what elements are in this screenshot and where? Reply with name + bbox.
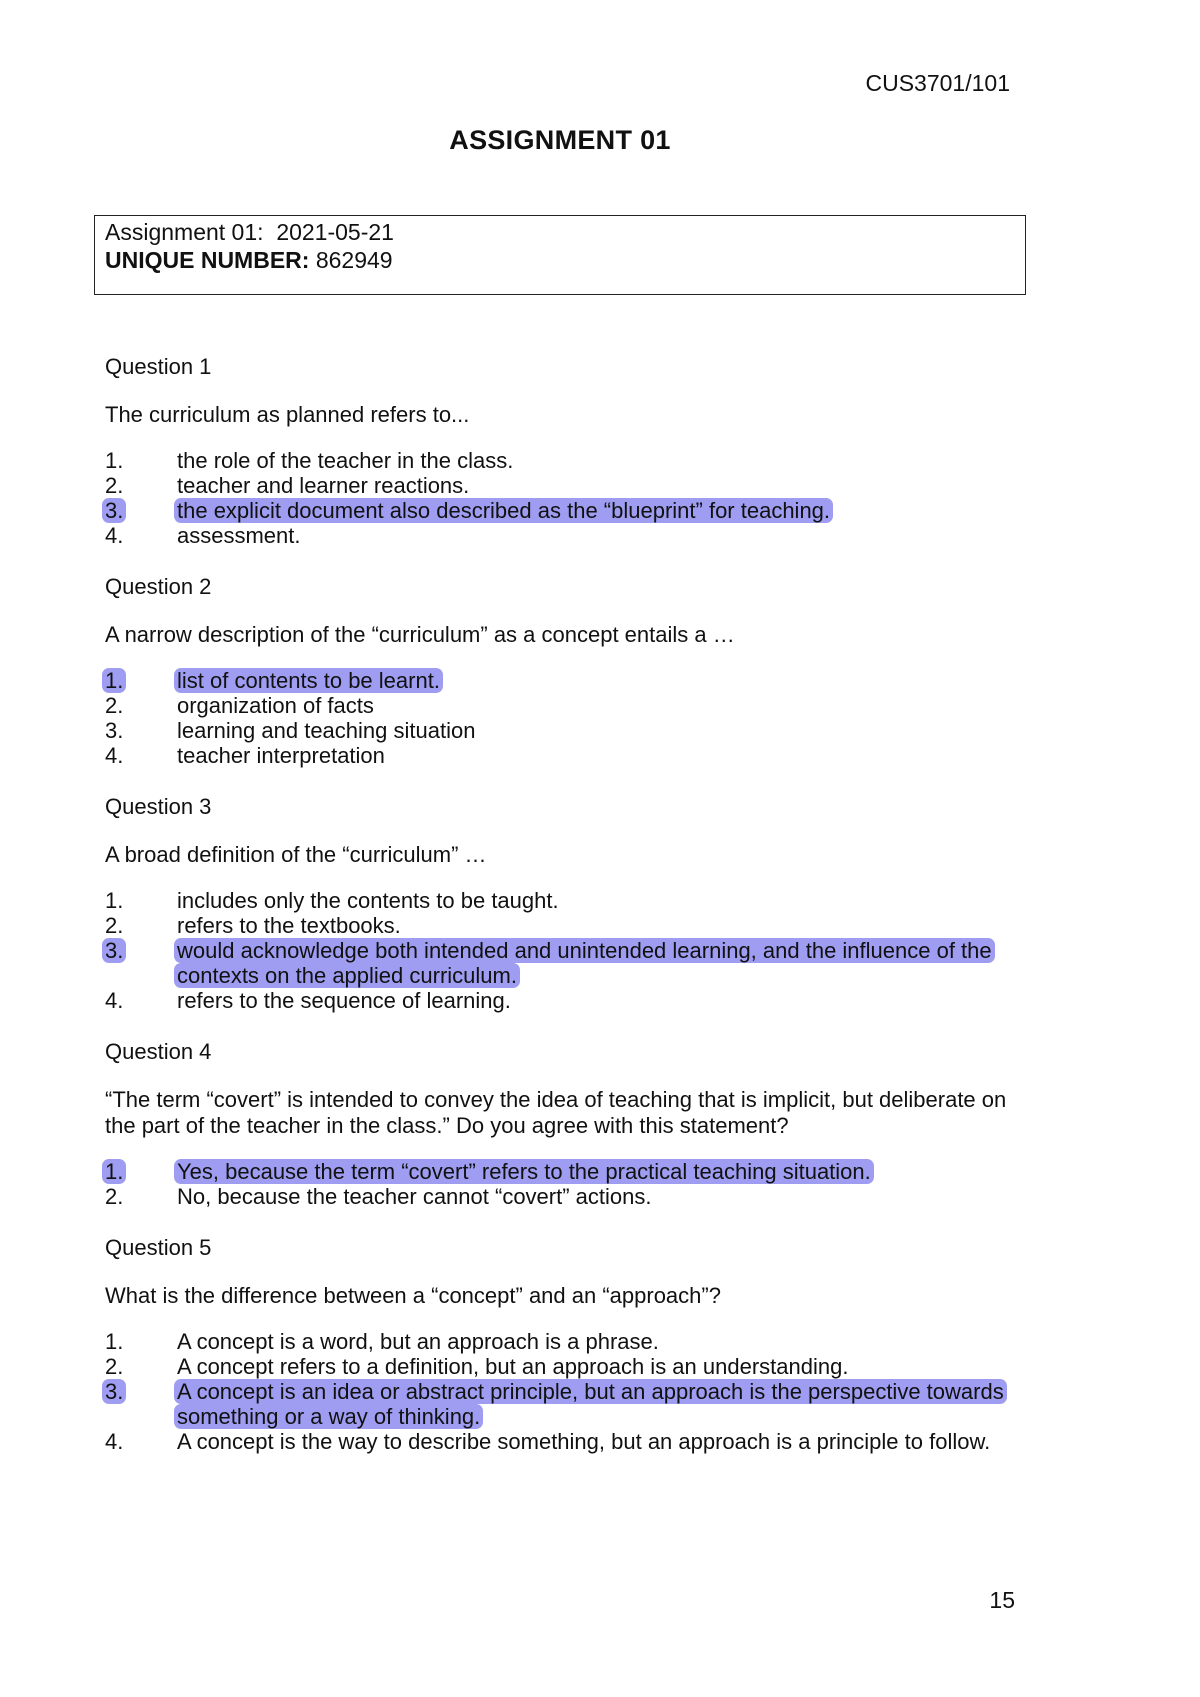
course-code: CUS3701/101 <box>865 70 1010 96</box>
question-5 <box>105 1233 1025 1454</box>
unique-number-label: UNIQUE NUMBER: <box>105 247 310 273</box>
question-1 <box>105 352 1025 548</box>
unique-number-line <box>105 246 1015 274</box>
option-item <box>105 1354 1025 1379</box>
option-item <box>105 718 1025 743</box>
question-2 <box>105 572 1025 768</box>
options-list <box>105 1329 1025 1454</box>
option-item <box>105 888 1025 913</box>
option-number: 4. <box>105 1429 124 1454</box>
option-item <box>105 1429 1025 1454</box>
question-heading: Question 3 <box>105 794 212 819</box>
options-list <box>105 668 1025 768</box>
option-number: 3. <box>102 938 126 963</box>
option-text: A concept is a word, but an approach is a phrase. <box>177 1329 659 1354</box>
question-stem: What is the difference between a “concept” and an “approach”? <box>105 1283 721 1308</box>
options-list <box>105 1159 1025 1209</box>
options-list <box>105 888 1025 1013</box>
option-number: 4. <box>105 523 124 548</box>
questions-section <box>105 352 1025 1478</box>
option-number: 1. <box>102 1159 126 1184</box>
option-text-highlighted: list of contents to be learnt. <box>174 668 443 693</box>
option-item-highlighted <box>105 1159 1025 1184</box>
option-item <box>105 913 1025 938</box>
option-number: 2. <box>105 693 124 718</box>
assignment-info-box <box>94 215 1026 295</box>
question-stem: “The term “covert” is intended to convey the idea of teaching that is implicit, but deliberate on the part of the teacher in the class.” Do you agree with this statement? <box>105 1087 1007 1138</box>
question-heading: Question 4 <box>105 1039 212 1064</box>
option-item-highlighted <box>105 498 1025 523</box>
assignment-label: Assignment 01: <box>105 219 264 245</box>
option-number: 3. <box>105 718 124 743</box>
options-list <box>105 448 1025 548</box>
option-item-highlighted <box>105 668 1025 693</box>
option-number: 4. <box>105 743 124 768</box>
option-number: 3. <box>102 498 126 523</box>
option-number: 4. <box>105 988 124 1013</box>
option-text: refers to the textbooks. <box>177 913 401 938</box>
option-item <box>105 743 1025 768</box>
question-3 <box>105 792 1025 1013</box>
question-stem: A broad definition of the “curriculum” … <box>105 842 487 867</box>
option-number: 2. <box>105 913 124 938</box>
option-text: organization of facts <box>177 693 374 718</box>
option-text: A concept refers to a definition, but an approach is an understanding. <box>177 1354 849 1379</box>
option-text: A concept is the way to describe something, but an approach is a principle to follow. <box>177 1429 991 1454</box>
option-item <box>105 448 1025 473</box>
option-number: 2. <box>105 473 124 498</box>
option-item-highlighted <box>105 1379 1025 1429</box>
option-number: 3. <box>102 1379 126 1404</box>
option-item <box>105 1329 1025 1354</box>
option-number: 1. <box>102 668 126 693</box>
question-4 <box>105 1037 1025 1209</box>
option-text-highlighted: A concept is an idea or abstract principle, but an approach is the perspective towards something or a way of thinking. <box>174 1379 1007 1429</box>
assignment-date-line <box>105 218 1015 246</box>
option-item-highlighted <box>105 938 1025 988</box>
option-text: learning and teaching situation <box>177 718 476 743</box>
option-text: teacher and learner reactions. <box>177 473 470 498</box>
option-text: the role of the teacher in the class. <box>177 448 514 473</box>
question-heading: Question 1 <box>105 354 212 379</box>
option-text: refers to the sequence of learning. <box>177 988 511 1013</box>
unique-number-value: 862949 <box>315 247 393 273</box>
option-item <box>105 1184 1025 1209</box>
option-item <box>105 473 1025 498</box>
option-text: includes only the contents to be taught. <box>177 888 559 913</box>
option-item <box>105 693 1025 718</box>
option-item <box>105 523 1025 548</box>
page-title: ASSIGNMENT 01 <box>449 125 671 155</box>
question-stem: The curriculum as planned refers to... <box>105 402 470 427</box>
option-text: teacher interpretation <box>177 743 385 768</box>
option-number: 2. <box>105 1354 124 1379</box>
option-text-highlighted: Yes, because the term “covert” refers to the practical teaching situation. <box>174 1159 874 1184</box>
option-item <box>105 988 1025 1013</box>
option-text-highlighted: the explicit document also described as the “blueprint” for teaching. <box>174 498 833 523</box>
option-number: 1. <box>105 888 124 913</box>
option-text-highlighted: would acknowledge both intended and unintended learning, and the influence of the contexts on the applied curriculum. <box>174 938 995 988</box>
page-number: 15 <box>989 1587 1015 1613</box>
question-heading: Question 2 <box>105 574 212 599</box>
question-heading: Question 5 <box>105 1235 212 1260</box>
option-text: assessment. <box>177 523 301 548</box>
option-number: 1. <box>105 448 124 473</box>
option-text: No, because the teacher cannot “covert” actions. <box>177 1184 652 1209</box>
option-number: 2. <box>105 1184 124 1209</box>
question-stem: A narrow description of the “curriculum” as a concept entails a … <box>105 622 735 647</box>
option-number: 1. <box>105 1329 124 1354</box>
assignment-date: 2021-05-21 <box>276 219 394 245</box>
